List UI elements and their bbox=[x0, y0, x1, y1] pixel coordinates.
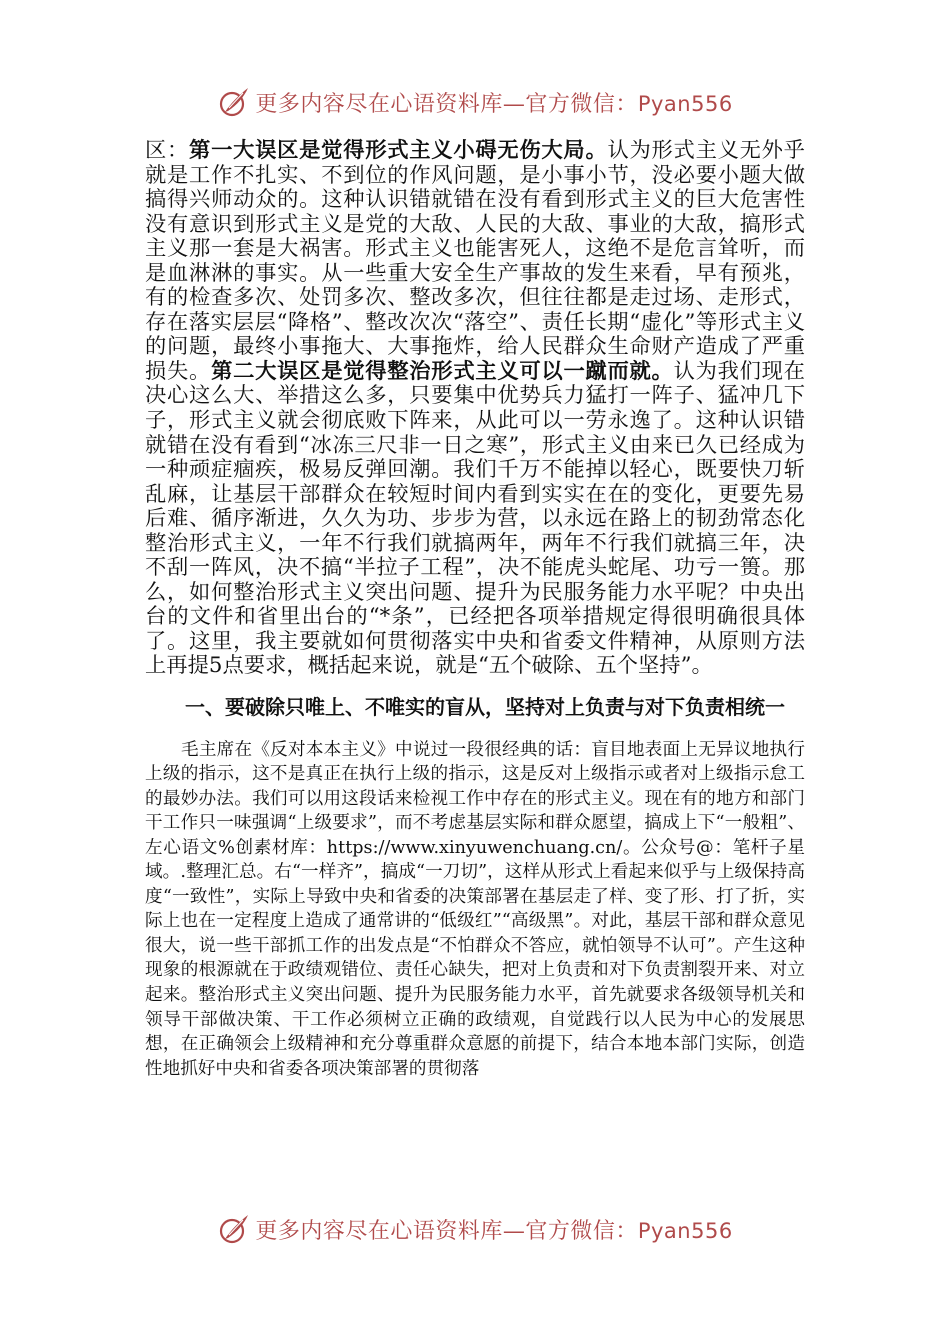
feather-pen-icon bbox=[217, 1212, 251, 1246]
wechat-id: Pyan556 bbox=[637, 91, 733, 116]
wechat-id: Pyan556 bbox=[637, 1218, 733, 1243]
document-body bbox=[145, 139, 805, 1081]
bold-misconception-2: 第二大误区是觉得整治形式主义可以一蹴而就。 bbox=[211, 358, 674, 384]
paragraph-misconceptions: 区：第一大误区是觉得形式主义小碍无伤大局。认为形式主义无外乎就是工作不扎实、不到位的作风问题，是小事小节，没必要小题大做搞得兴师动众的。这种认识错就错在没有看到形式主义的巨大危害性没有意识到形式主义是党的大敌、人民的大敌、事业的大敌，搞形式主义那一套是大祸害。形式主义也能害死人，这绝不是危言耸听，而是血淋淋的事实。从一些重大安全生产事故的发生来看，早有预兆，有的检查多次、处罚多次、整改多次，但往往都是走过场、走形式，存在落实层层“降格”、整改次次“落空”、责任长期“虚化”等形式主义的问题，最终小事拖大、大事拖炸，给人民群众生命财产造成了严重损失。第二大误区是觉得整治形式主义可以一蹴而就。认为我们现在决心这么大、举措这么多，只要集中优势兵力猛打一阵子、猛冲几下子，形式主义就会彻底败下阵来，从此可以一劳永逸了。这种认识错就错在没有看到“冰冻三尺非一日之寒”，形式主义由来已久已经成为一种顽症痼疾，极易反弹回潮。我们千万不能掉以轻心，既要快刀斩乱麻，让基层干部群众在较短时间内看到实实在在的变化，更要先易后难、循序渐进，久久为功、步步为营，以永远在路上的韧劲常态化整治形式主义，一年不行我们就搞两年，两年不行我们就搞三年，决不刮一阵风，决不搞“半拉子工程”，决不能虎头蛇尾、功亏一篑。那么，如何整治形式主义突出问题、提升为民服务能力水平呢？中央出台的文件和省里出台的“*条”，已经把各项举措规定得很明确很具体了。这里，我主要就如何贯彻落实中央和省委文件精神，从原则方法上再提5点要求，概括起来说，就是“五个破除、五个坚持”。 bbox=[145, 138, 805, 679]
watermark-text: 更多内容尽在心语资料库—官方微信：Pyan556 bbox=[255, 1218, 733, 1244]
header-watermark-banner bbox=[0, 82, 950, 122]
feather-pen-icon bbox=[217, 85, 251, 119]
paragraph-section-1: 毛主席在《反对本本主义》中说过一段很经典的话：盲目地表面上无异议地执行上级的指示，这不是真正在执行上级的指示，这是反对上级指示或者对上级指示怠工的最妙办法。我们可以用这段话来检视工作中存在的形式主义。现在有的地方和部门干工作只一味强调“上级要求”，而不考虑基层实际和群众愿望，搞成上下“一般粗”、左心语文%创素材库：https://www.xinyuwenchuang.cn/。公众号@：笔杆子星域。.整理汇总。右“一样齐”，搞成“一刀切”，这样从形式上看起来似乎与上级保持高度“一致性”，实际上导致中央和省委的决策部署在基层走了样、变了形、打了折，实际上也在一定程度上造成了通常讲的“低级红”“高级黑”。对此，基层干部和群众意见很大，说一些干部抓工作的出发点是“不怕群众不答应，就怕领导不认可”。产生这种现象的根源就在于政绩观错位、责任心缺失，把对上负责和对下负责割裂开来、对立起来。整治形式主义突出问题、提升为民服务能力水平，首先就要求各级领导机关和领导干部做决策、干工作必须树立正确的政绩观，自觉践行以人民为中心的发展思想，在正确领会上级精神和充分尊重群众意愿的前提下，结合本地本部门实际，创造性地抓好中央和省委各项决策部署的贯彻落 bbox=[145, 739, 805, 1079]
bold-misconception-1: 第一大误区是觉得形式主义小碍无伤大局。 bbox=[189, 138, 608, 163]
watermark-text: 更多内容尽在心语资料库—官方微信：Pyan556 bbox=[255, 91, 733, 117]
footer-watermark-banner bbox=[0, 1209, 950, 1249]
section-heading-1: 一、要破除只唯上、不唯实的盲从，坚持对上负责与对下负责相统一 bbox=[185, 695, 785, 720]
